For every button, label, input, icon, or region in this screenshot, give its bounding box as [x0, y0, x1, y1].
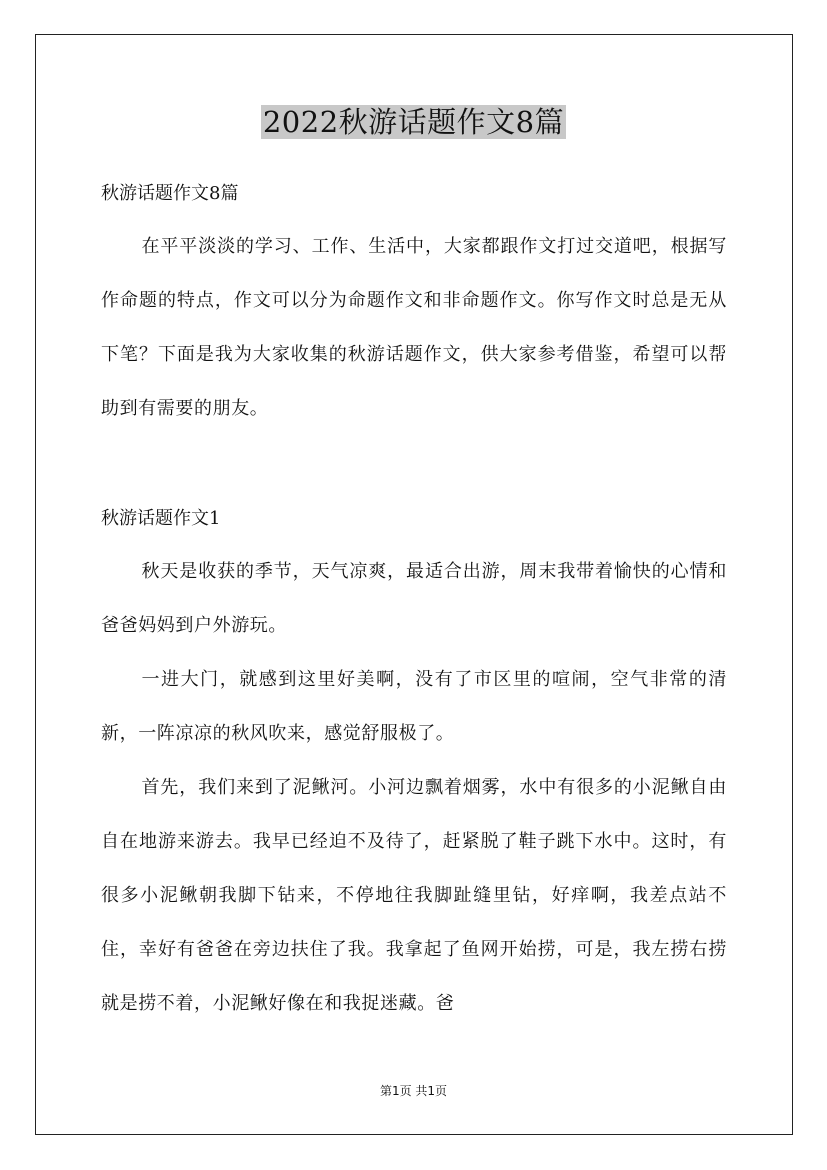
section-heading: 秋游话题作文1: [101, 508, 221, 529]
body-paragraph-3: 首先，我们来到了泥鳅河。小河边飘着烟雾，水中有很多的小泥鳅自由自在地游来游去。我早已经迫不及待了，赶紧脱了鞋子跳下水中。这时，有很多小泥鳅朝我脚下钻来，不停地往我脚趾缝里钻，好痒啊，我差点站不住，幸好有爸爸在旁边扶住了我。我拿起了鱼网开始捞，可是，我左捞右捞就是捞不着，小泥鳅好像在和我捉迷藏。爸: [101, 777, 727, 1014]
document-subtitle: 秋游话题作文8篇: [101, 183, 239, 204]
body-paragraph-2: 一进大门，就感到这里好美啊，没有了市区里的喧闹，空气非常的清新，一阵凉凉的秋风吹来，感觉舒服极了。: [101, 669, 727, 744]
intro-paragraph: 在平平淡淡的学习、工作、生活中，大家都跟作文打过交道吧，根据写作命题的特点，作文可以分为命题作文和非命题作文。你写作文时总是无从下笔？下面是我为大家收集的秋游话题作文，供大家参考借鉴，希望可以帮助到有需要的朋友。: [101, 236, 727, 419]
page-number-footer: 第1页 共1页: [379, 1084, 448, 1098]
document-title-text: 2022秋游话题作文8篇: [262, 105, 565, 139]
body-paragraph-1: 秋天是收获的季节，天气凉爽，最适合出游，周末我带着愉快的心情和爸爸妈妈到户外游玩。: [101, 561, 727, 636]
document-title: [0, 100, 827, 144]
